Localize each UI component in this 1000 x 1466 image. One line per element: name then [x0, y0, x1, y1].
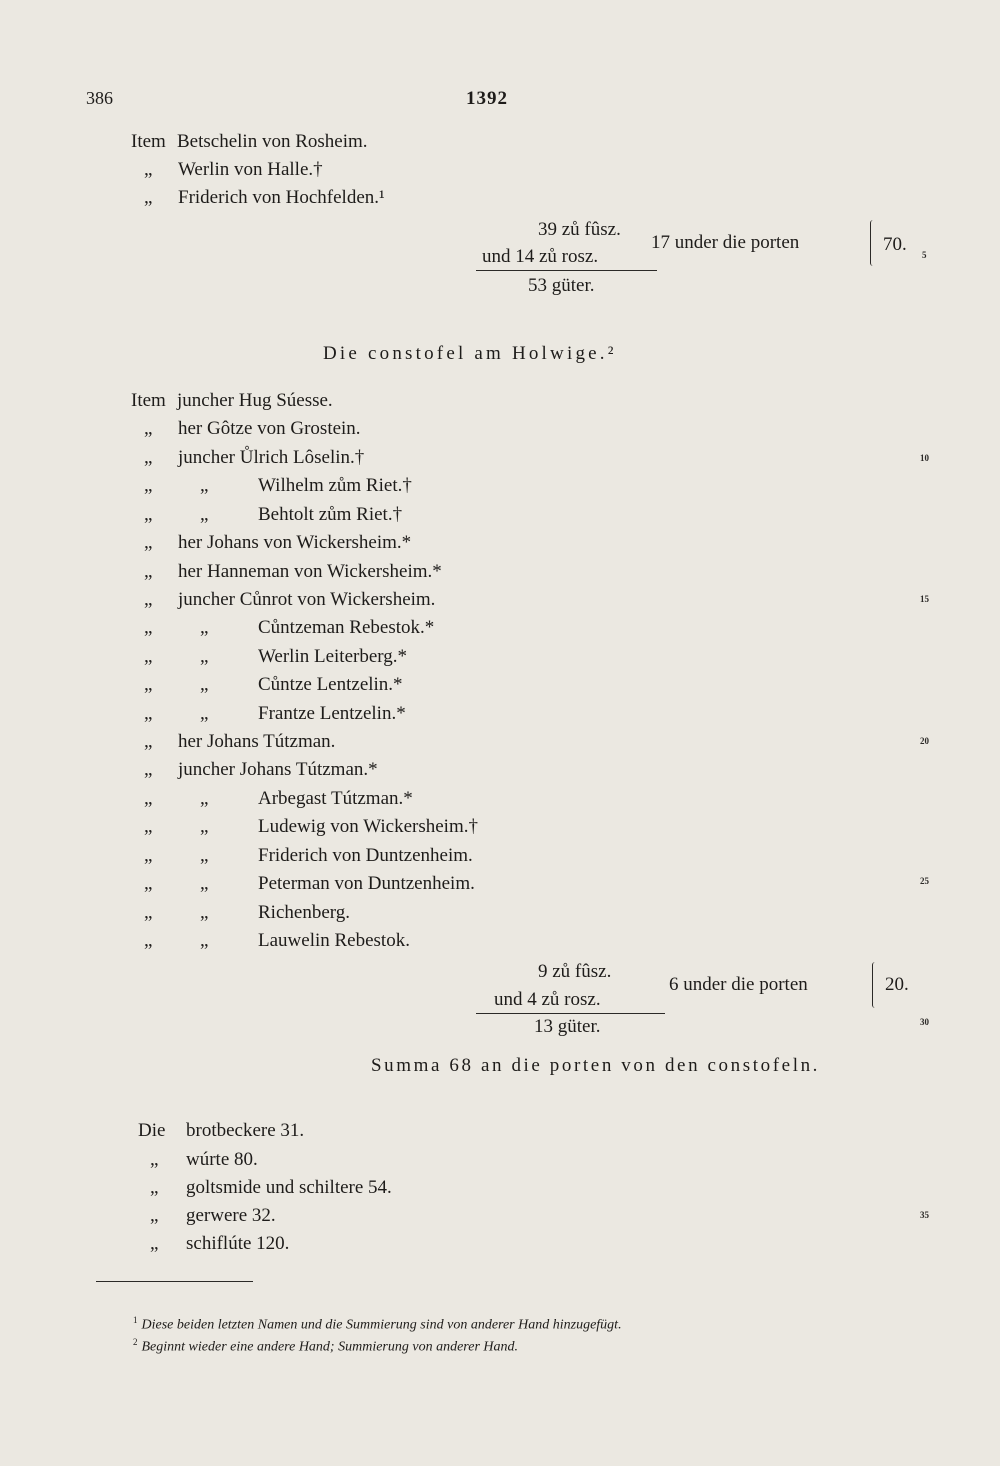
ditto-mark: „: [144, 674, 153, 695]
ditto-mark: „: [144, 902, 153, 923]
item-text: Friderich von Hochfelden.¹: [178, 187, 385, 208]
ditto-mark: „: [144, 930, 153, 951]
ditto-mark: „: [200, 703, 209, 724]
list-item: [150, 1149, 258, 1171]
ditto-mark: „: [200, 816, 209, 837]
brace-icon: [870, 220, 877, 266]
item-text: wúrte 80.: [186, 1149, 258, 1170]
footnote-text: Beginnt wieder eine andere Hand; Summierung von anderer Hand.: [141, 1339, 518, 1355]
ditto-mark: „: [200, 845, 209, 866]
ditto-mark: „: [144, 731, 153, 752]
ditto-mark: „: [144, 617, 153, 638]
ditto-mark: „: [200, 617, 209, 638]
ditto-mark: „: [200, 930, 209, 951]
item-text: Arbegast Tútzman.*: [258, 788, 413, 809]
list-item: [144, 816, 478, 838]
footnote-mark: 1: [133, 1315, 138, 1325]
ditto-mark: „: [200, 674, 209, 695]
ditto-mark: „: [150, 1177, 159, 1198]
item-text: Behtolt zům Riet.†: [258, 504, 403, 525]
line-number: 30: [920, 1017, 929, 1027]
ditto-mark: „: [144, 447, 153, 468]
ditto-mark: „: [144, 532, 153, 553]
item-text: her Gôtze von Grostein.: [178, 418, 361, 439]
list-item: [144, 902, 350, 924]
item-prefix: Item: [131, 131, 166, 152]
ditto-mark: „: [200, 873, 209, 894]
ditto-mark: „: [144, 703, 153, 724]
list-item: [144, 504, 402, 526]
item-text: Peterman von Duntzenheim.: [258, 873, 475, 894]
item-text: Richenberg.: [258, 902, 350, 923]
page-year-heading: 1392: [466, 88, 508, 109]
item-text: her Hanneman von Wickersheim.*: [178, 561, 442, 582]
item-text: her Johans Tútzman.: [178, 731, 336, 752]
summa-line: Summa 68 an die porten von den constofeln.: [371, 1055, 821, 1076]
sum-rule: [476, 1013, 665, 1014]
line-number: 35: [920, 1210, 929, 1220]
item-text: brotbeckere 31.: [186, 1120, 305, 1141]
item-prefix: Item: [131, 390, 166, 411]
ditto-mark: „: [144, 418, 153, 439]
ditto-mark: „: [144, 475, 153, 496]
brace-total: 70.: [883, 234, 907, 255]
brace-icon: [872, 962, 879, 1008]
item-text: schiflúte 120.: [186, 1233, 290, 1254]
ditto-mark: „: [200, 788, 209, 809]
list-item: [144, 187, 385, 209]
list-item: [144, 731, 335, 753]
list-item: [144, 589, 435, 611]
brace-total: 20.: [885, 974, 909, 995]
item-text: Werlin von Halle.†: [178, 159, 323, 180]
ditto-mark: „: [144, 159, 153, 180]
footnote: [133, 1337, 518, 1356]
list-item: [131, 390, 333, 412]
ditto-mark: „: [144, 816, 153, 837]
footnote-rule: [96, 1281, 253, 1282]
summary-porten: 17 under die porten: [651, 232, 800, 253]
item-text: her Johans von Wickersheim.*: [178, 532, 412, 553]
section-heading: Die constofel am Holwige.²: [323, 343, 617, 364]
list-item: [144, 418, 361, 440]
ditto-mark: „: [150, 1205, 159, 1226]
item-text: gerwere 32.: [186, 1205, 276, 1226]
ditto-mark: „: [200, 504, 209, 525]
list-item: [144, 159, 323, 181]
ditto-mark: „: [144, 187, 153, 208]
ditto-mark: „: [150, 1149, 159, 1170]
ditto-mark: „: [200, 646, 209, 667]
ditto-mark: „: [144, 873, 153, 894]
ditto-mark: „: [144, 504, 153, 525]
item-text: Werlin Leiterberg.*: [258, 646, 408, 667]
ditto-mark: „: [200, 902, 209, 923]
list-item: [144, 703, 406, 725]
item-text: juncher Ůlrich Lôselin.†: [178, 447, 365, 468]
list-item: [150, 1177, 392, 1199]
list-item: [144, 447, 364, 469]
item-text: goltsmide und schiltere 54.: [186, 1177, 392, 1198]
list-item: [144, 759, 378, 781]
line-number: 15: [920, 594, 929, 604]
item-text: Lauwelin Rebestok.: [258, 930, 410, 951]
ditto-mark: „: [144, 646, 153, 667]
list-item: [131, 131, 368, 153]
footnote-text: Diese beiden letzten Namen und die Summierung sind von anderer Hand hinzugefügt.: [141, 1317, 622, 1333]
item-text: juncher Hug Súesse.: [177, 390, 333, 411]
sum-rule: [476, 270, 657, 271]
line-number: 25: [920, 876, 929, 886]
line-number: 5: [922, 250, 927, 260]
ditto-mark: „: [144, 561, 153, 582]
summary-foot: 9 zů fûsz.: [538, 961, 612, 982]
summary-horse: und 4 zů rosz.: [494, 989, 601, 1010]
footnote: [133, 1315, 622, 1334]
item-prefix: Die: [138, 1120, 166, 1141]
list-item: [138, 1120, 304, 1142]
list-item: [144, 930, 410, 952]
list-item: [144, 674, 403, 696]
line-number: 20: [920, 736, 929, 746]
page-number: 386: [86, 88, 113, 108]
item-text: Frantze Lentzelin.*: [258, 703, 406, 724]
summary-foot: 39 zů fûsz.: [538, 219, 621, 240]
list-item: [150, 1205, 276, 1227]
list-item: [150, 1233, 289, 1255]
ditto-mark: „: [144, 759, 153, 780]
summary-total: 53 güter.: [528, 275, 595, 296]
list-item: [144, 646, 407, 668]
list-item: [144, 475, 412, 497]
list-item: [144, 788, 413, 810]
summary-porten: 6 under die porten: [669, 974, 808, 995]
list-item: [144, 561, 442, 583]
summary-horse: und 14 zů rosz.: [482, 246, 599, 267]
item-text: Wilhelm zům Riet.†: [258, 475, 412, 496]
list-item: [144, 873, 475, 895]
ditto-mark: „: [150, 1233, 159, 1254]
item-text: Ludewig von Wickersheim.†: [258, 816, 478, 837]
summary-total: 13 güter.: [534, 1016, 601, 1037]
list-item: [144, 532, 411, 554]
ditto-mark: „: [144, 589, 153, 610]
line-number: 10: [920, 453, 929, 463]
item-text: juncher Cůnrot von Wickersheim.: [178, 589, 436, 610]
item-text: Cůntze Lentzelin.*: [258, 674, 403, 695]
item-text: Friderich von Duntzenheim.: [258, 845, 473, 866]
list-item: [144, 845, 473, 867]
item-text: Cůntzeman Rebestok.*: [258, 617, 435, 638]
footnote-mark: 2: [133, 1337, 138, 1347]
list-item: [144, 617, 434, 639]
ditto-mark: „: [200, 475, 209, 496]
ditto-mark: „: [144, 845, 153, 866]
item-text: juncher Johans Tútzman.*: [178, 759, 378, 780]
ditto-mark: „: [144, 788, 153, 809]
item-text: Betschelin von Rosheim.: [177, 131, 368, 152]
